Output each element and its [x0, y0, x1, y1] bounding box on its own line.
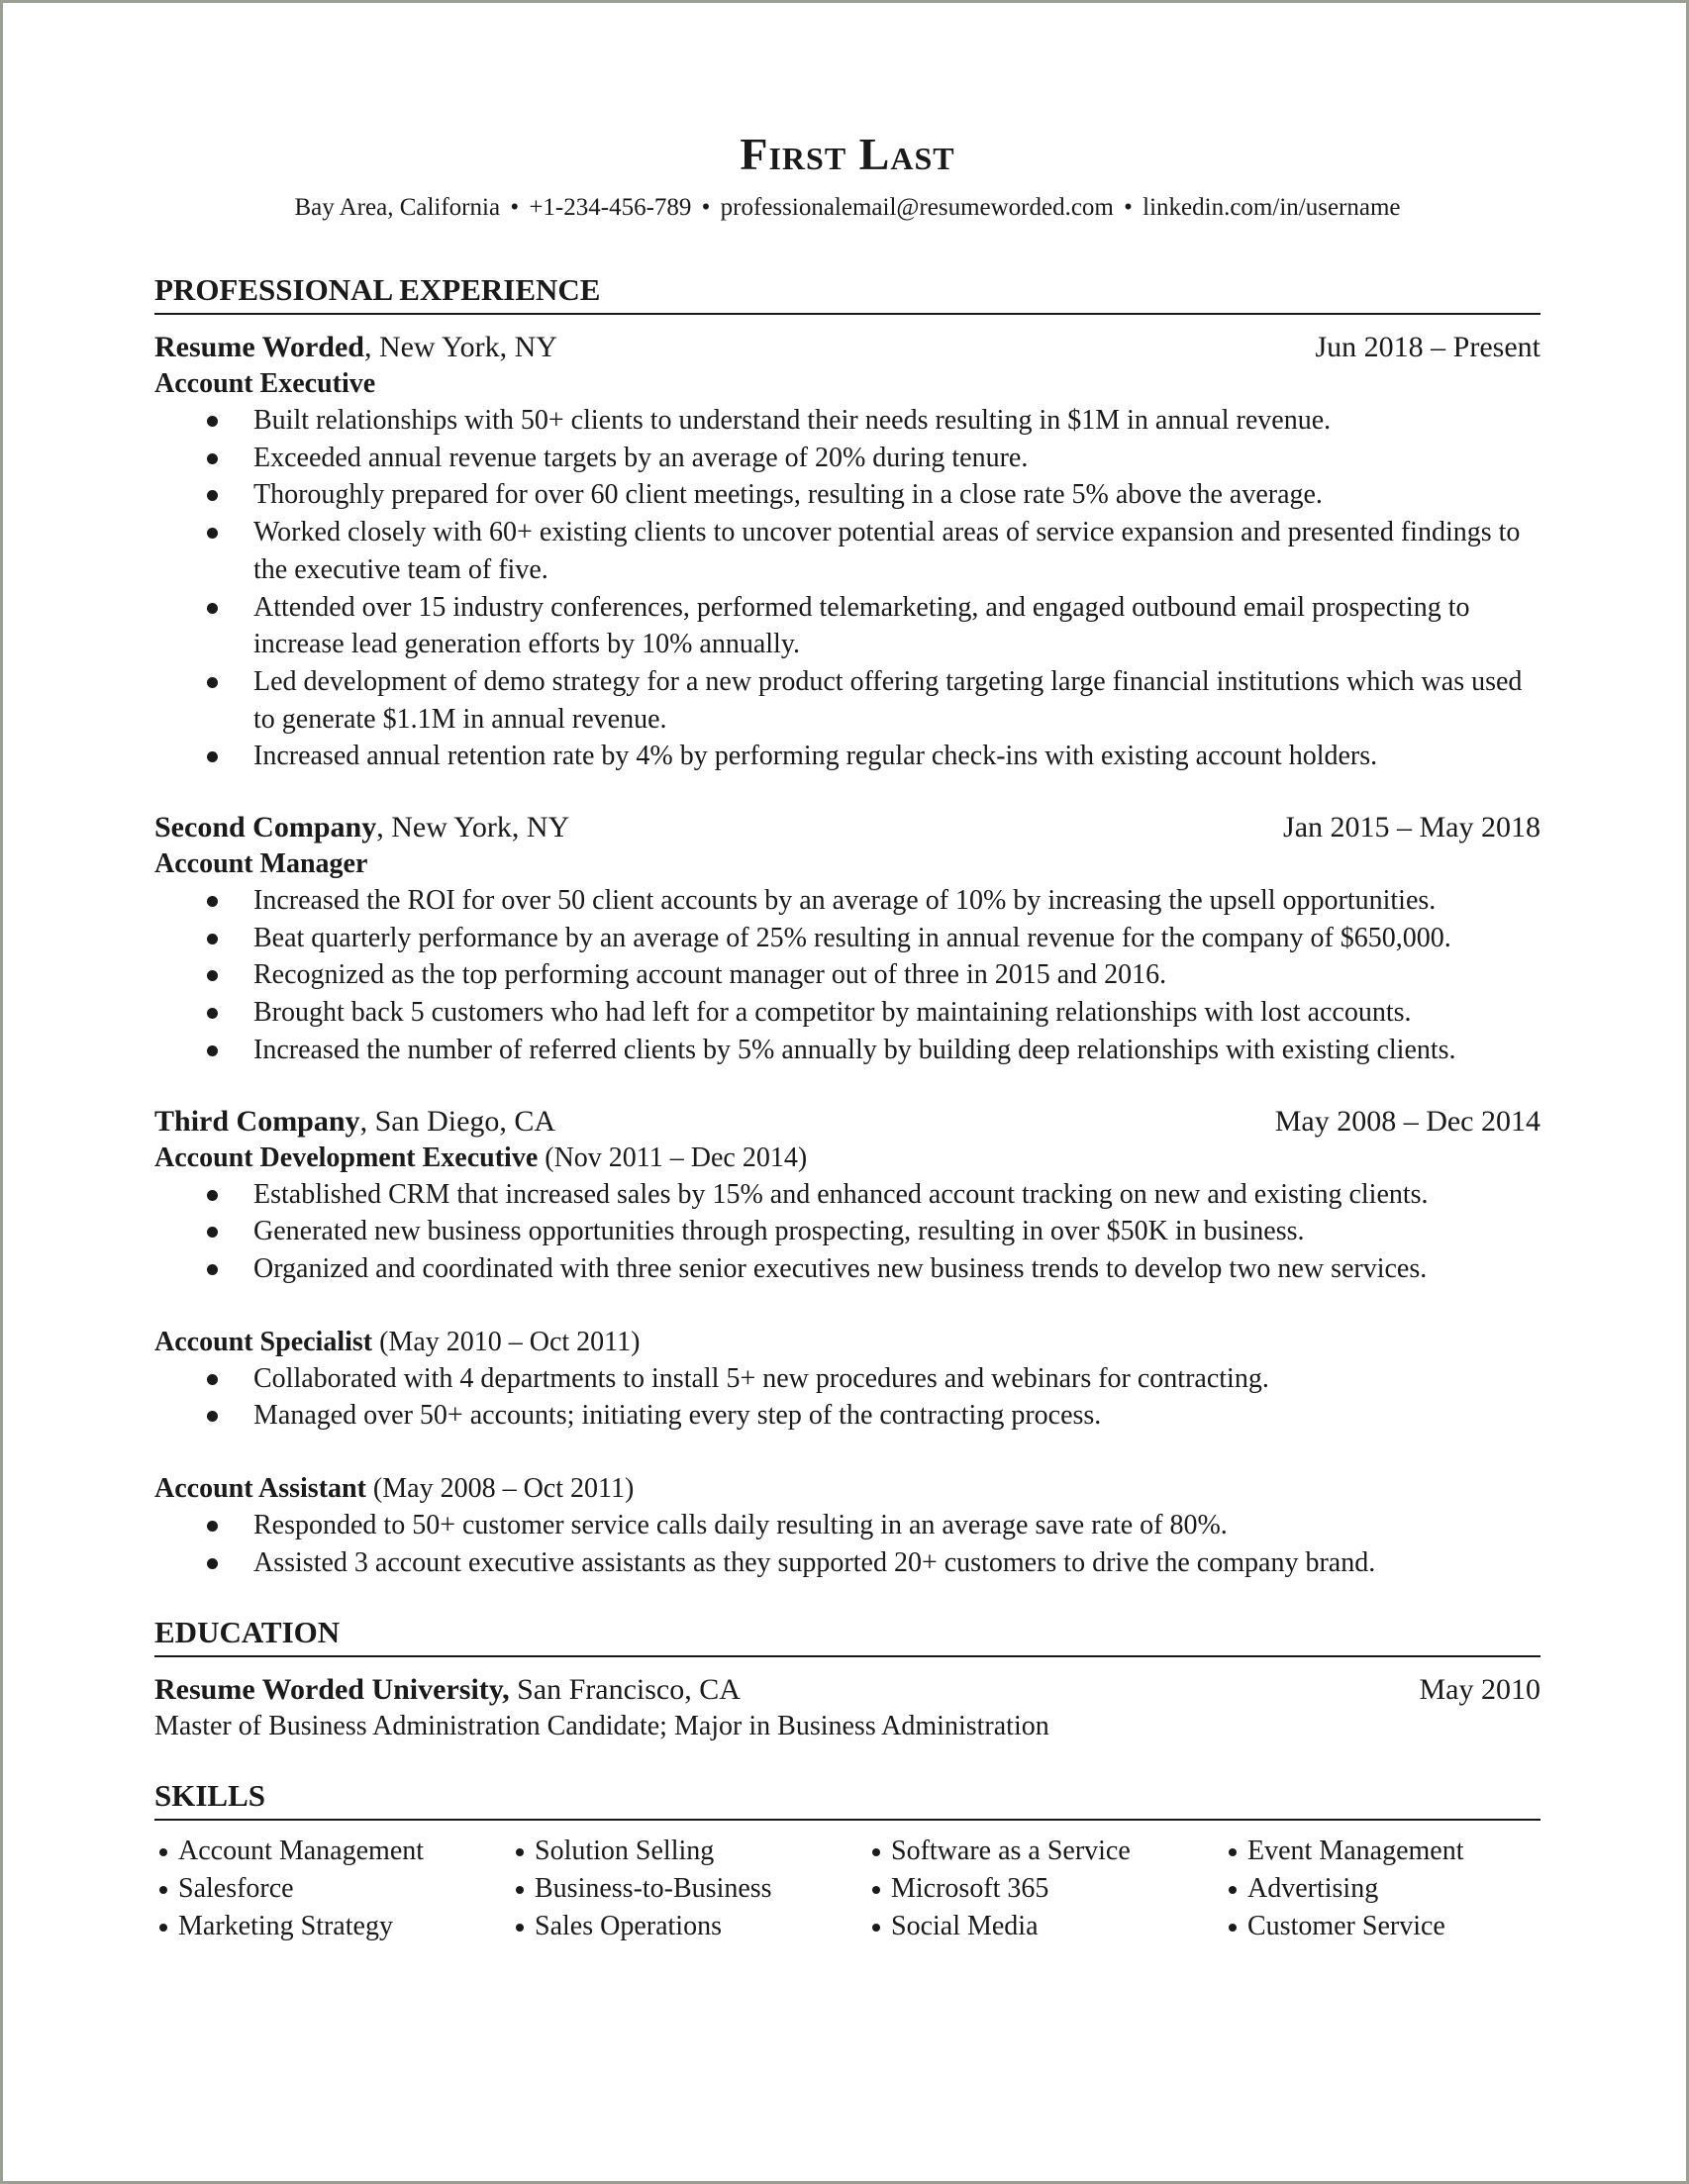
job-heading: [154, 1103, 555, 1140]
contact-email: professionalemail@resumeworded.com: [720, 194, 1114, 221]
company-name: Second Company: [154, 811, 377, 844]
bullet-item: Exceeded annual revenue targets by an average of 20% during tenure.: [154, 440, 1540, 477]
job-entry: [154, 1103, 1540, 1582]
skill-item: Event Management: [1224, 1833, 1540, 1870]
role-period: (Nov 2011 – Dec 2014): [538, 1142, 808, 1173]
bullet-item: Generated new business opportunities through prospecting, resulting in over $50K in business.: [154, 1213, 1540, 1250]
contact-line: [154, 193, 1540, 223]
job-entry: [154, 329, 1540, 775]
role-heading: [154, 1470, 1540, 1507]
role-title: Account Development Executive: [154, 1142, 539, 1173]
job-dates: Jun 2018 – Present: [1315, 331, 1540, 363]
skill-item: Account Management: [154, 1833, 511, 1870]
job-entry: [154, 809, 1540, 1069]
contact-separator: •: [510, 194, 520, 221]
resume-content: [154, 129, 1540, 1945]
role-heading: [154, 365, 1540, 402]
bullet-list: [154, 1507, 1540, 1581]
company-location: , New York, NY: [376, 811, 570, 844]
role-heading: [154, 1140, 1540, 1176]
school-name: Resume Worded University,: [154, 1673, 510, 1707]
skill-item: Marketing Strategy: [154, 1908, 511, 1945]
role-heading: [154, 1324, 1540, 1360]
skill-item: Customer Service: [1224, 1908, 1540, 1945]
bullet-list: [154, 402, 1540, 775]
bullet-item: Responded to 50+ customer service calls daily resulting in an average save rate of 80%.: [154, 1507, 1540, 1544]
bullet-item: Brought back 5 customers who had left for a competitor by maintaining relationships with lost accounts.: [154, 994, 1540, 1032]
bullet-item: Increased annual retention rate by 4% by performing regular check-ins with existing account holders.: [154, 738, 1540, 775]
role-title: Account Manager: [154, 848, 368, 880]
skills-section-title: SKILLS: [154, 1780, 1540, 1821]
bullet-list: [154, 1176, 1540, 1288]
skill-item: Social Media: [867, 1908, 1224, 1945]
experience-section-title: PROFESSIONAL EXPERIENCE: [154, 274, 1540, 315]
role-period: (May 2010 – Oct 2011): [372, 1326, 641, 1357]
graduation-date: May 2010: [1419, 1673, 1540, 1707]
skill-item: Business-to-Business: [511, 1870, 867, 1908]
education-entry: [154, 1671, 1540, 1744]
bullet-item: Assisted 3 account executive assistants as they supported 20+ customers to drive the company brand.: [154, 1544, 1540, 1582]
job-dates: Jan 2015 – May 2018: [1283, 811, 1540, 844]
company-location: , San Diego, CA: [359, 1104, 556, 1138]
school-location: San Francisco, CA: [509, 1673, 741, 1707]
bullet-item: Led development of demo strategy for a new product offering targeting large financial institutions which was used to generate $1.1M in annual revenue.: [154, 663, 1540, 738]
education-section-title: EDUCATION: [154, 1617, 1540, 1657]
job-heading: [154, 329, 557, 365]
bullet-item: Built relationships with 50+ clients to understand their needs resulting in $1M in annual revenue.: [154, 402, 1540, 440]
company-name: Resume Worded: [154, 331, 364, 363]
role-title: Account Assistant: [154, 1473, 366, 1505]
role-title: Account Specialist: [154, 1326, 373, 1357]
degree: Master of Business Administration Candidate; Major in Business Administration: [154, 1711, 1049, 1742]
bullet-list: [154, 882, 1540, 1069]
skill-item: Salesforce: [154, 1870, 511, 1908]
skill-item: Advertising: [1224, 1870, 1540, 1908]
company-location: , New York, NY: [363, 331, 557, 363]
bullet-item: Attended over 15 industry conferences, performed telemarketing, and engaged outbound email prospecting to increase lead generation efforts by 10% annually.: [154, 589, 1540, 663]
skill-item: Software as a Service: [867, 1833, 1224, 1870]
bullet-item: Established CRM that increased sales by 15% and enhanced account tracking on new and existing clients.: [154, 1176, 1540, 1214]
skill-item: Solution Selling: [511, 1833, 867, 1870]
contact-phone: +1-234-456-789: [529, 194, 692, 221]
skills-grid: [154, 1833, 1540, 1945]
bullet-item: Beat quarterly performance by an average of 25% resulting in annual revenue for the company of $650,000.: [154, 920, 1540, 957]
bullet-item: Collaborated with 4 departments to install 5+ new procedures and webinars for contracting.: [154, 1360, 1540, 1398]
bullet-list: [154, 1360, 1540, 1435]
skill-item: Microsoft 365: [867, 1870, 1224, 1908]
candidate-name: First Last: [740, 129, 955, 179]
contact-separator: •: [1124, 194, 1133, 221]
role-heading: [154, 845, 1540, 882]
job-dates: May 2008 – Dec 2014: [1274, 1104, 1540, 1138]
bullet-item: Increased the ROI for over 50 client accounts by an average of 10% by increasing the upsell opportunities.: [154, 882, 1540, 920]
role-title: Account Executive: [154, 368, 376, 399]
contact-linkedin: linkedin.com/in/username: [1143, 194, 1401, 221]
skill-item: Sales Operations: [511, 1908, 867, 1945]
contact-separator: •: [701, 194, 711, 221]
bullet-item: Organized and coordinated with three senior executives new business trends to develop two new services.: [154, 1250, 1540, 1288]
bullet-item: Recognized as the top performing account manager out of three in 2015 and 2016.: [154, 956, 1540, 994]
company-name: Third Company: [154, 1104, 360, 1138]
contact-location: Bay Area, California: [294, 194, 501, 221]
bullet-item: Increased the number of referred clients by 5% annually by building deep relationships with existing clients.: [154, 1032, 1540, 1069]
role-period: (May 2008 – Oct 2011): [365, 1473, 635, 1505]
job-heading: [154, 809, 569, 845]
school-heading: [154, 1671, 741, 1708]
bullet-item: Managed over 50+ accounts; initiating every step of the contracting process.: [154, 1397, 1540, 1435]
bullet-item: Worked closely with 60+ existing clients to uncover potential areas of service expansion and presented findings to the executive team of five.: [154, 514, 1540, 588]
bullet-item: Thoroughly prepared for over 60 client meetings, resulting in a close rate 5% above the average.: [154, 476, 1540, 514]
